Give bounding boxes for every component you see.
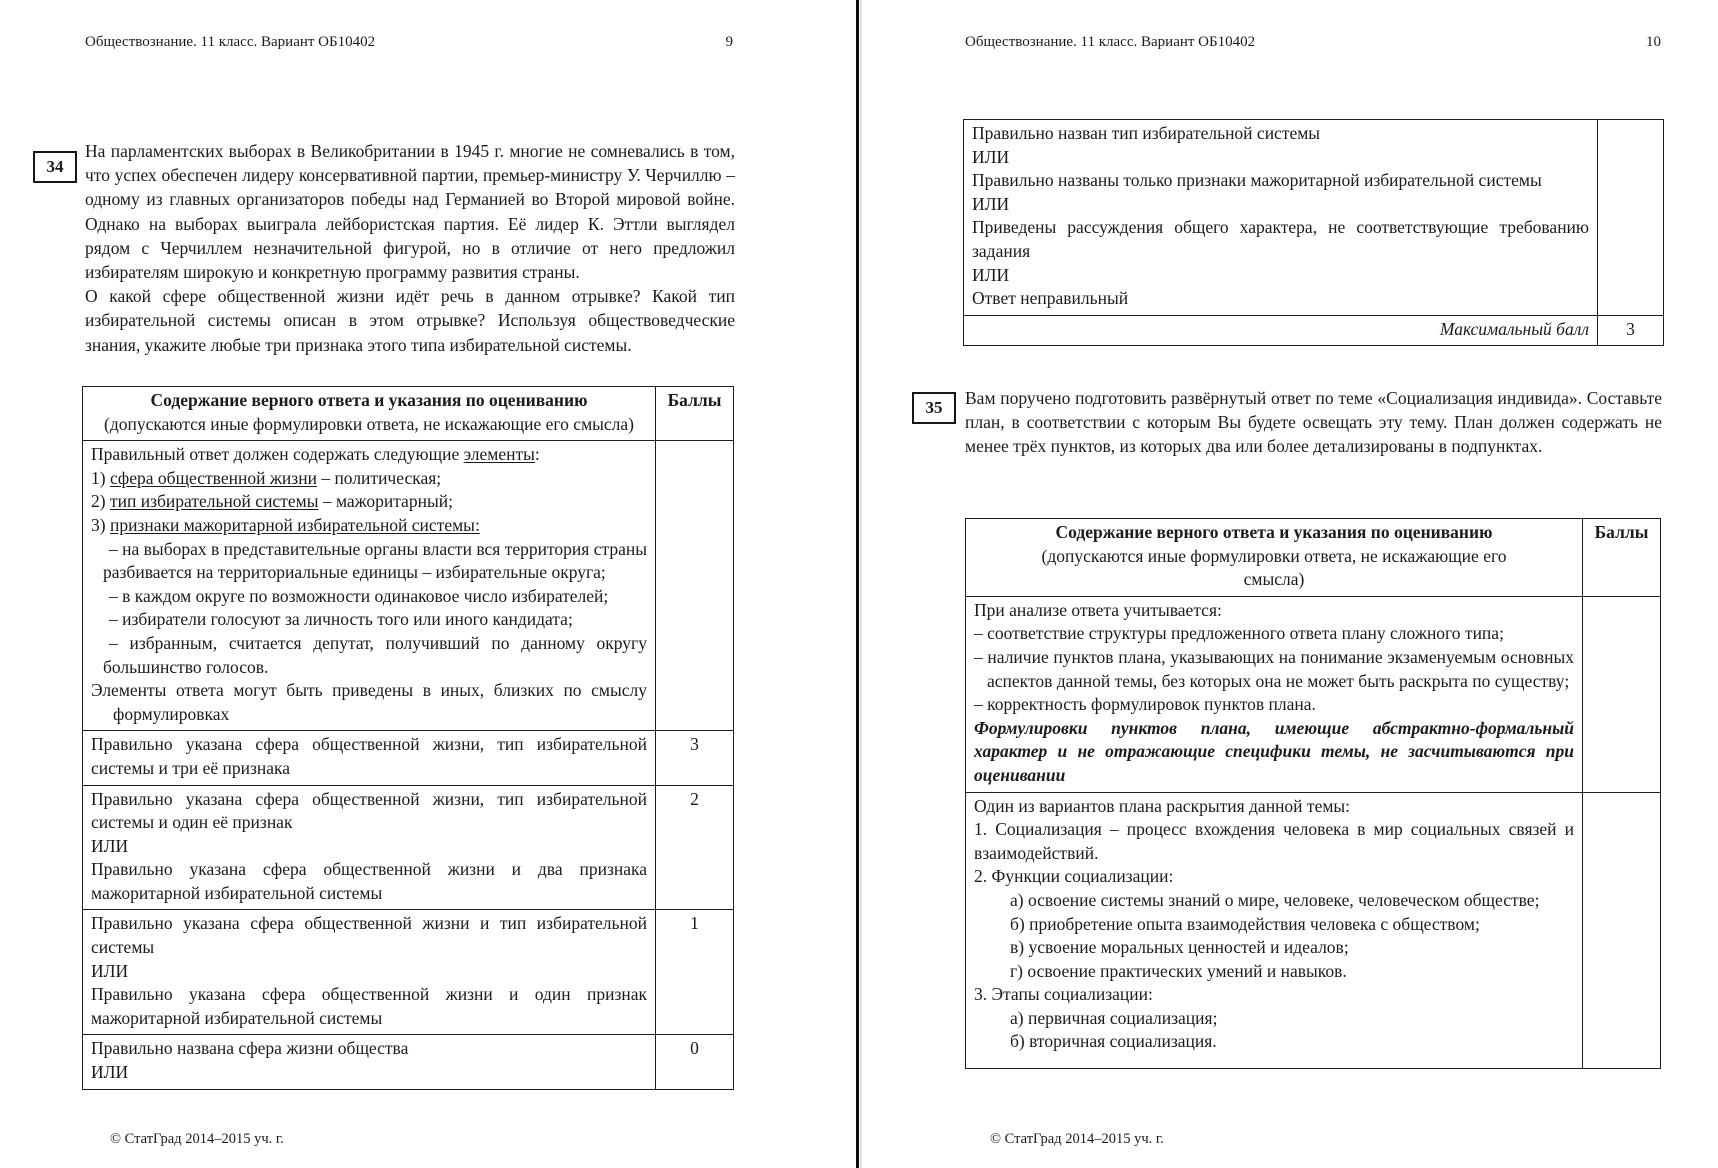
cont-score-row xyxy=(964,120,1664,316)
question-35-text xyxy=(965,386,1662,459)
page-gutter-line xyxy=(856,0,859,1168)
plan-point-3b: б) вторичная социализация. xyxy=(1010,1031,1217,1052)
cont-line-2: ИЛИ xyxy=(972,146,1010,167)
score-row-0 xyxy=(83,1035,734,1089)
question-35-paragraph: Вам поручено подготовить развёрнутый ответ по теме «Социализация индивида». Составьте план, в соответствии с которым Вы будете освещать эту тему. План должен содержать не менее трёх пунктов, из которых два или более детализированы в подпунктах. xyxy=(965,388,1662,457)
answer-feature-1: – на выборах в представительные органы власти вся территория страны разбивается на территориальные единицы – избирательные округа; xyxy=(103,538,647,583)
cont-line-3: Правильно названы только признаки мажоритарной избирательной системы xyxy=(972,170,1542,191)
criteria-header-title: Содержание верного ответа и указания по оцениванию xyxy=(150,390,588,410)
score-row-1-value: 1 xyxy=(656,910,734,1035)
plan-point-3: 3. Этапы социализации: xyxy=(974,984,1153,1005)
score-row-2 xyxy=(83,785,734,910)
answer-item-3-underlined: признаки мажоритарной избирательной системы: xyxy=(109,514,480,535)
analysis-criteria-row xyxy=(966,596,1661,792)
question-34-number-box xyxy=(33,151,77,183)
answer-item-3 xyxy=(91,514,647,538)
max-score-value: 3 xyxy=(1598,315,1664,346)
page-9-footer: © СтатГрад 2014–2015 уч. г. xyxy=(110,1131,284,1147)
score-row-2-value: 2 xyxy=(656,785,734,910)
score-row-1-line-1: Правильно указана сфера общественной жизни и тип избирательной системы xyxy=(91,913,647,958)
score-row-1-line-2: ИЛИ xyxy=(91,960,129,981)
page-number: 10 xyxy=(1646,34,1661,50)
criteria-table-header-row xyxy=(83,387,734,441)
score-row-1 xyxy=(83,910,734,1035)
criteria-header-note: (допускаются иные формулировки ответа, не искажающие его смысла) xyxy=(104,413,634,434)
plan-point-2: 2. Функции социализации: xyxy=(974,866,1174,887)
question-34-text xyxy=(85,139,735,357)
criteria-table-q35 xyxy=(965,518,1661,1069)
score-column-header: Баллы xyxy=(656,387,734,441)
answer-closing-note: Элементы ответа могут быть приведены в иных, близких по смыслу формулировках xyxy=(91,680,647,724)
answer-item-1 xyxy=(91,467,647,491)
answer-content-score-cell xyxy=(656,441,734,731)
analysis-criteria-cell xyxy=(966,596,1583,792)
page-10-footer: © СтатГрад 2014–2015 уч. г. xyxy=(990,1131,1164,1147)
answer-feature-4: – избранным, считается депутат, получивший по данному округу большинство голосов. xyxy=(103,632,647,677)
plan-point-2b: б) приобретение опыта взаимодействия человека с обществом; xyxy=(1010,913,1480,934)
sample-plan-score-cell-empty xyxy=(1583,792,1661,1069)
plan-point-2a: а) освоение системы знаний о мире, человеке, человеческом обществе; xyxy=(1010,889,1540,910)
header-title: Обществознание. 11 класс. Вариант ОБ10402 xyxy=(965,34,1256,50)
score-row-1-text xyxy=(83,910,656,1035)
cont-line-5: Приведены рассуждения общего характера, не соответствующие требованию задания xyxy=(972,217,1589,261)
question-34-number: 34 xyxy=(46,157,64,176)
max-score-label: Максимальный балл xyxy=(964,315,1598,346)
answer-item-2-underlined: тип избирательной системы xyxy=(109,491,319,512)
score-row-3-line-1: Правильно указана сфера общественной жизни, тип избирательной системы и три её признака xyxy=(91,734,647,778)
question-34-paragraph-2: О какой сфере общественной жизни идёт речь в данном отрывке? Какой тип избирательной системы описан в этом отрывке? Используя обществоведческие знания, укажите любые три признака этого типа избирательной системы. xyxy=(85,286,735,355)
max-score-row xyxy=(964,315,1664,346)
answer-feature-2: – в каждом округе по возможности одинаковое число избирателей; xyxy=(109,585,609,606)
sample-plan-cell xyxy=(966,792,1583,1069)
plan-lead: Один из вариантов плана раскрытия данной темы: xyxy=(974,795,1351,816)
answer-feature-3: – избиратели голосуют за личность того или иного кандидата; xyxy=(109,609,573,630)
score-row-3 xyxy=(83,731,734,785)
answer-item-3-number: 3) xyxy=(91,514,110,535)
answer-item-1-number: 1) xyxy=(91,467,110,488)
cont-line-6: ИЛИ xyxy=(972,264,1010,285)
answer-intro-text: Правильный ответ должен содержать следующие xyxy=(91,444,464,465)
analysis-lead: При анализе ответа учитывается: xyxy=(974,599,1222,620)
answer-item-2-number: 2) xyxy=(91,491,110,512)
cont-score-row-text xyxy=(964,120,1598,316)
analysis-dash-3: – корректность формулировок пунктов плана. xyxy=(974,694,1316,715)
answer-intro xyxy=(91,443,647,467)
plan-point-2c: в) усвоение моральных ценностей и идеалов; xyxy=(1010,937,1349,958)
page-10 xyxy=(862,0,1718,1168)
criteria-header-cell xyxy=(966,519,1583,597)
question-35-number-box xyxy=(912,392,956,424)
answer-item-1-rest: – политическая; xyxy=(316,467,442,488)
answer-item-2-rest: – мажоритарный; xyxy=(318,491,453,512)
criteria-header-title: Содержание верного ответа и указания по оцениванию xyxy=(1055,522,1493,542)
page-10-header xyxy=(965,34,1661,51)
cont-score-cell-empty xyxy=(1598,120,1664,316)
criteria-table-q34-continued xyxy=(963,119,1664,346)
sample-plan-row xyxy=(966,792,1661,1069)
score-row-0-line-1: Правильно названа сфера жизни общества xyxy=(91,1038,409,1059)
score-row-0-value: 0 xyxy=(656,1035,734,1089)
cont-line-1: Правильно назван тип избирательной системы xyxy=(972,123,1321,143)
score-row-3-value: 3 xyxy=(656,731,734,785)
score-row-2-line-3: Правильно указана сфера общественной жизни и два признака мажоритарной избирательной системы xyxy=(91,859,647,903)
question-34-paragraph-1: На парламентских выборах в Великобритании в 1945 г. многие не сомневались в том, что успех обеспечен лидеру консервативной партии, премьер-министру У. Черчиллю – одному из главных организаторов победы над Германией во Второй мировой войне. Однако на выборах выиграла лейбористская партия. Её лидер К. Эттли выглядел рядом с Черчиллем незначительной фигурой, но в отличие от него предложил избирателям широкую и конкретную программу развития страны. xyxy=(85,141,735,283)
score-row-0-line-2: ИЛИ xyxy=(91,1062,129,1083)
answer-intro-colon: : xyxy=(534,444,540,465)
analysis-emphasis-note: Формулировки пунктов плана, имеющие абстрактно-формальный характер и не отражающие специфики темы, не засчитываются при оценивании xyxy=(974,717,1574,785)
cont-line-7: Ответ неправильный xyxy=(972,288,1129,309)
score-row-2-text xyxy=(83,785,656,910)
criteria-header-cell xyxy=(83,387,656,441)
plan-point-2d: г) освоение практических умений и навыков. xyxy=(1010,960,1347,981)
analysis-dash-2: – наличие пунктов плана, указывающих на понимание экзаменуемым основных аспектов данной темы, без которых она не может быть раскрыта по существу; xyxy=(974,646,1574,691)
plan-point-3a: а) первичная социализация; xyxy=(1010,1007,1218,1028)
score-column-header: Баллы xyxy=(1583,519,1661,597)
header-title: Обществознание. 11 класс. Вариант ОБ10402 xyxy=(85,34,376,50)
criteria-table-header-row xyxy=(966,519,1661,597)
page-number: 9 xyxy=(725,34,733,50)
answer-content-cell xyxy=(83,441,656,731)
page-9 xyxy=(0,0,856,1168)
criteria-header-note: (допускаются иные формулировки ответа, не искажающие его смысла) xyxy=(1041,545,1507,590)
answer-intro-underlined: элементы xyxy=(463,444,535,465)
analysis-score-cell-empty xyxy=(1583,596,1661,792)
score-row-0-text xyxy=(83,1035,656,1089)
analysis-dash-1: – соответствие структуры предложенного ответа плану сложного типа; xyxy=(974,623,1504,644)
criteria-table-q34 xyxy=(82,386,734,1090)
score-row-3-text xyxy=(83,731,656,785)
cont-line-4: ИЛИ xyxy=(972,193,1010,214)
score-row-2-line-2: ИЛИ xyxy=(91,835,129,856)
score-row-2-line-1: Правильно указана сфера общественной жизни, тип избирательной системы и один её признак xyxy=(91,788,647,833)
answer-item-2 xyxy=(91,490,647,514)
plan-point-1: 1. Социализация – процесс вхождения человека в мир социальных связей и взаимодействий. xyxy=(974,819,1574,863)
page-9-header xyxy=(85,34,733,51)
question-35-number: 35 xyxy=(925,398,943,417)
score-row-1-line-3: Правильно указана сфера общественной жизни и один признак мажоритарной избирательной системы xyxy=(91,984,647,1028)
answer-content-row xyxy=(83,441,734,731)
answer-item-1-underlined: сфера общественной жизни xyxy=(109,467,317,488)
